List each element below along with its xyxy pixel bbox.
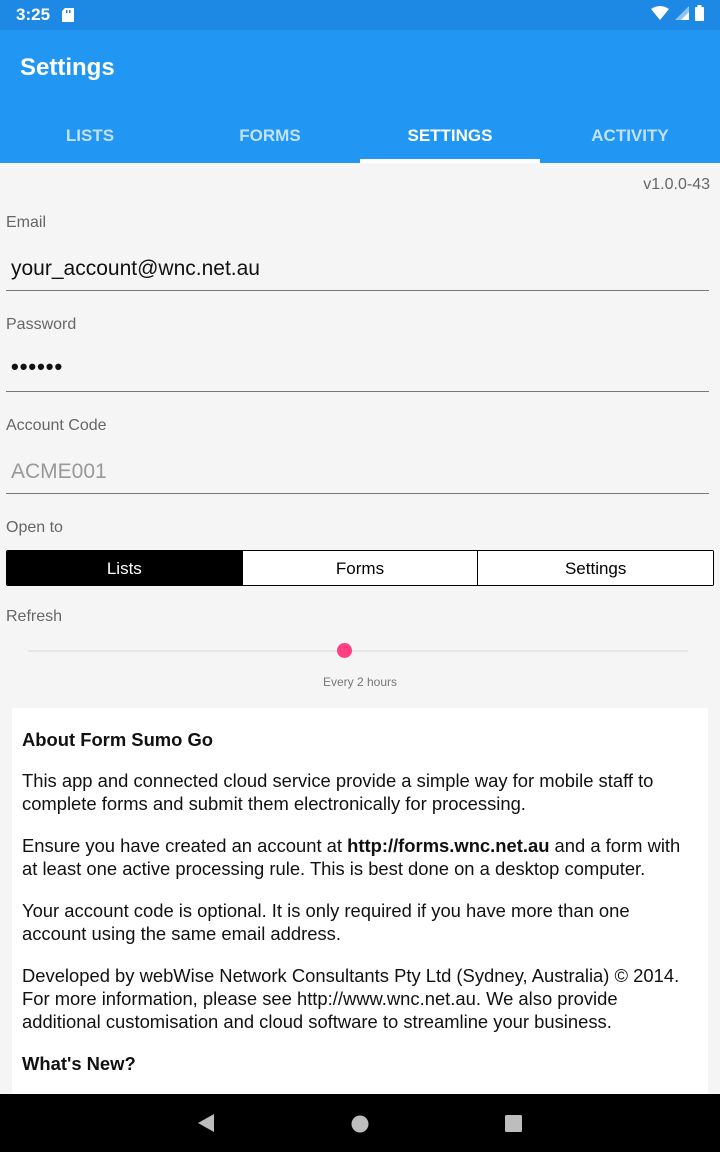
open-to-settings-option[interactable]: Settings <box>478 551 713 585</box>
refresh-slider-thumb[interactable] <box>337 643 352 658</box>
status-time: 3:25 <box>16 5 51 24</box>
tab-forms[interactable]: FORMS <box>239 126 301 145</box>
battery-icon <box>695 5 704 26</box>
page-title: Settings <box>20 54 115 81</box>
tab-bar <box>0 112 720 163</box>
password-label: Password <box>6 316 77 333</box>
about-p2-text-after: and a form with at least one active processing rule. This is best done on a desktop computer. <box>22 835 681 879</box>
about-paragraph-3: Your account code is optional. It is only required if you have more than one account using the same email address. <box>22 900 630 944</box>
tab-lists[interactable]: LISTS <box>65 126 115 145</box>
about-p2-text-before: Ensure you have created an account at <box>22 835 348 856</box>
settings-content <box>0 163 720 1094</box>
home-icon[interactable] <box>351 1115 369 1138</box>
wifi-icon <box>651 6 669 25</box>
email-field[interactable]: your_account@wnc.net.au <box>6 253 709 291</box>
about-title: About Form Sumo Go <box>22 729 214 750</box>
open-to-segmented-control <box>6 550 714 586</box>
open-to-lists-option[interactable]: Lists <box>7 551 243 585</box>
about-paragraph-4: Developed by webWise Network Consultants Pty Ltd (Sydney, Australia) © 2014. For more information, please see http://www.wnc.net.au. We also provide additional customisation and cloud software to streamline your business. <box>22 965 680 1032</box>
navigation-bar <box>0 1094 720 1152</box>
recents-icon[interactable] <box>505 1115 522 1137</box>
whats-new-heading: What's New? <box>22 1053 136 1074</box>
about-card <box>12 708 708 1094</box>
about-paragraph-2 <box>22 834 698 880</box>
app-bar <box>0 30 720 163</box>
email-label: Email <box>6 214 47 231</box>
refresh-label: Refresh <box>6 608 63 625</box>
version-label: v1.0.0-43 <box>643 176 710 193</box>
open-to-forms-option[interactable]: Forms <box>243 551 479 585</box>
refresh-caption: Every 2 hours <box>322 675 398 689</box>
about-paragraph-1: This app and connected cloud service provide a simple way for mobile staff to complete forms and submit them electronically for processing. <box>22 770 654 814</box>
tab-settings[interactable]: SETTINGS <box>360 112 540 163</box>
back-icon[interactable] <box>197 1113 215 1138</box>
tab-activity[interactable]: ACTIVITY <box>591 126 669 145</box>
account-code-field[interactable]: ACME001 <box>6 456 709 494</box>
sd-card-icon <box>62 8 74 22</box>
refresh-slider-track[interactable] <box>28 650 688 652</box>
signal-icon <box>675 6 689 25</box>
open-to-label: Open to <box>6 519 63 536</box>
forms-link[interactable]: http://forms.wnc.net.au <box>347 835 550 856</box>
password-field[interactable]: •••••• <box>6 354 709 392</box>
account-code-label: Account Code <box>6 417 107 434</box>
status-bar <box>0 0 720 30</box>
